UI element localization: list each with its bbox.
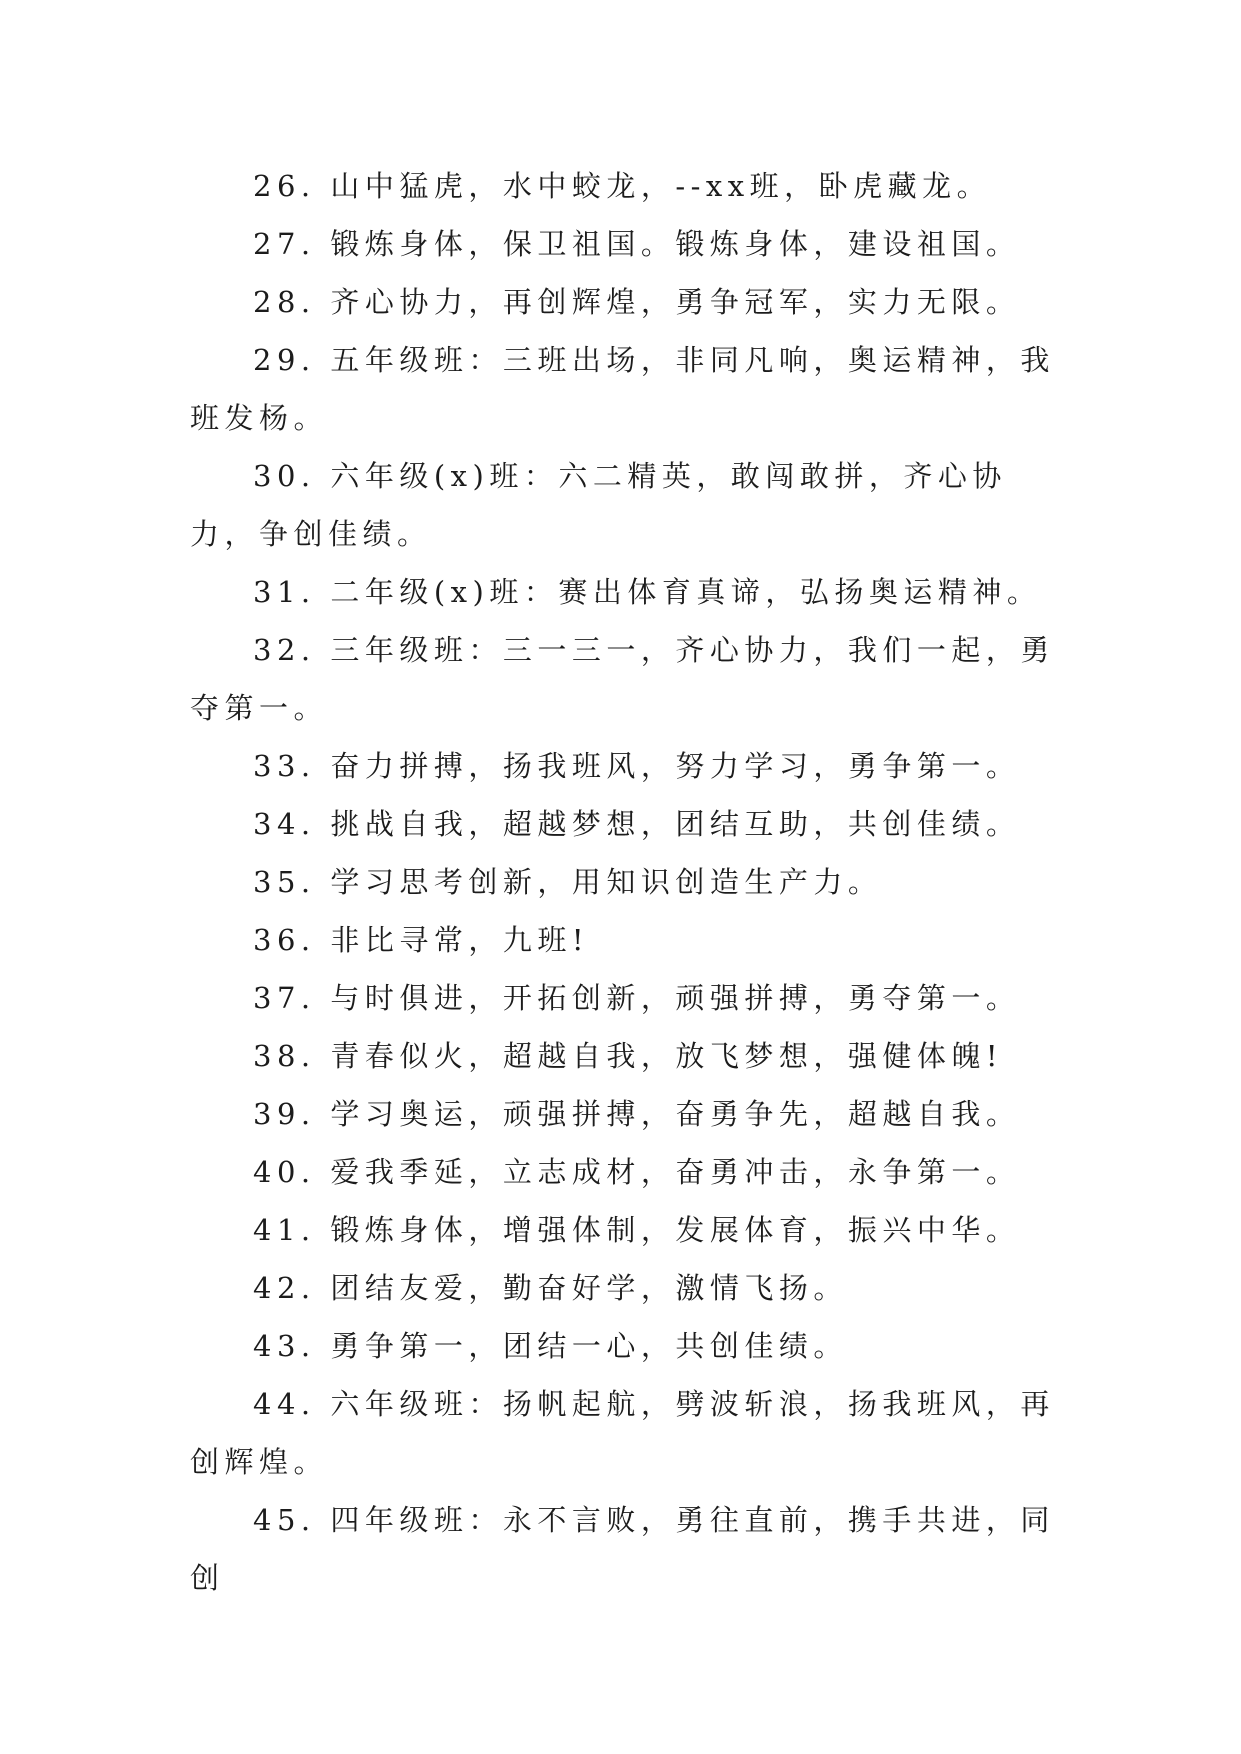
list-item: 44. 六年级班：扬帆起航，劈波斩浪，扬我班风，再创辉煌。 [190, 1387, 1055, 1479]
list-item: 35. 学习思考创新，用知识创造生产力。 [253, 865, 883, 899]
list-item: 28. 齐心协力，再创辉煌，勇争冠军，实力无限。 [253, 285, 1021, 319]
list-item: 26. 山中猛虎，水中蛟龙，--xx班，卧虎藏龙。 [253, 169, 992, 203]
list-item: 45. 四年级班：永不言败，勇往直前，携手共进，同创 [190, 1503, 1055, 1595]
list-item: 31. 二年级(x)班：赛出体育真谛，弘扬奥运精神。 [253, 575, 1042, 609]
list-item: 42. 团结友爱，勤奋好学，激情飞扬。 [253, 1271, 848, 1305]
list-item: 37. 与时俱进，开拓创新，顽强拼搏，勇夺第一。 [253, 981, 1021, 1015]
list-item: 38. 青春似火，超越自我，放飞梦想，强健体魄! [253, 1039, 1003, 1073]
list-item: 30. 六年级(x)班：六二精英，敢闯敢拼，齐心协力，争创佳绩。 [190, 459, 1007, 551]
list-item: 34. 挑战自我，超越梦想，团结互助，共创佳绩。 [253, 807, 1021, 841]
list-item: 33. 奋力拼搏，扬我班风，努力学习，勇争第一。 [253, 749, 1021, 783]
list-item: 40. 爱我季延，立志成材，奋勇冲击，永争第一。 [253, 1155, 1021, 1189]
list-item: 41. 锻炼身体，增强体制，发展体育，振兴中华。 [253, 1213, 1021, 1247]
list-item: 43. 勇争第一，团结一心，共创佳绩。 [253, 1329, 848, 1363]
document-body [190, 157, 1060, 1607]
list-item: 29. 五年级班：三班出场，非同凡响，奥运精神，我班发杨。 [190, 343, 1055, 435]
list-item: 39. 学习奥运，顽强拼搏，奋勇争先，超越自我。 [253, 1097, 1021, 1131]
list-item: 36. 非比寻常，九班! [253, 923, 589, 957]
list-item: 27. 锻炼身体，保卫祖国。锻炼身体，建设祖国。 [253, 227, 1021, 261]
list-item: 32. 三年级班：三一三一，齐心协力，我们一起，勇夺第一。 [190, 633, 1055, 725]
